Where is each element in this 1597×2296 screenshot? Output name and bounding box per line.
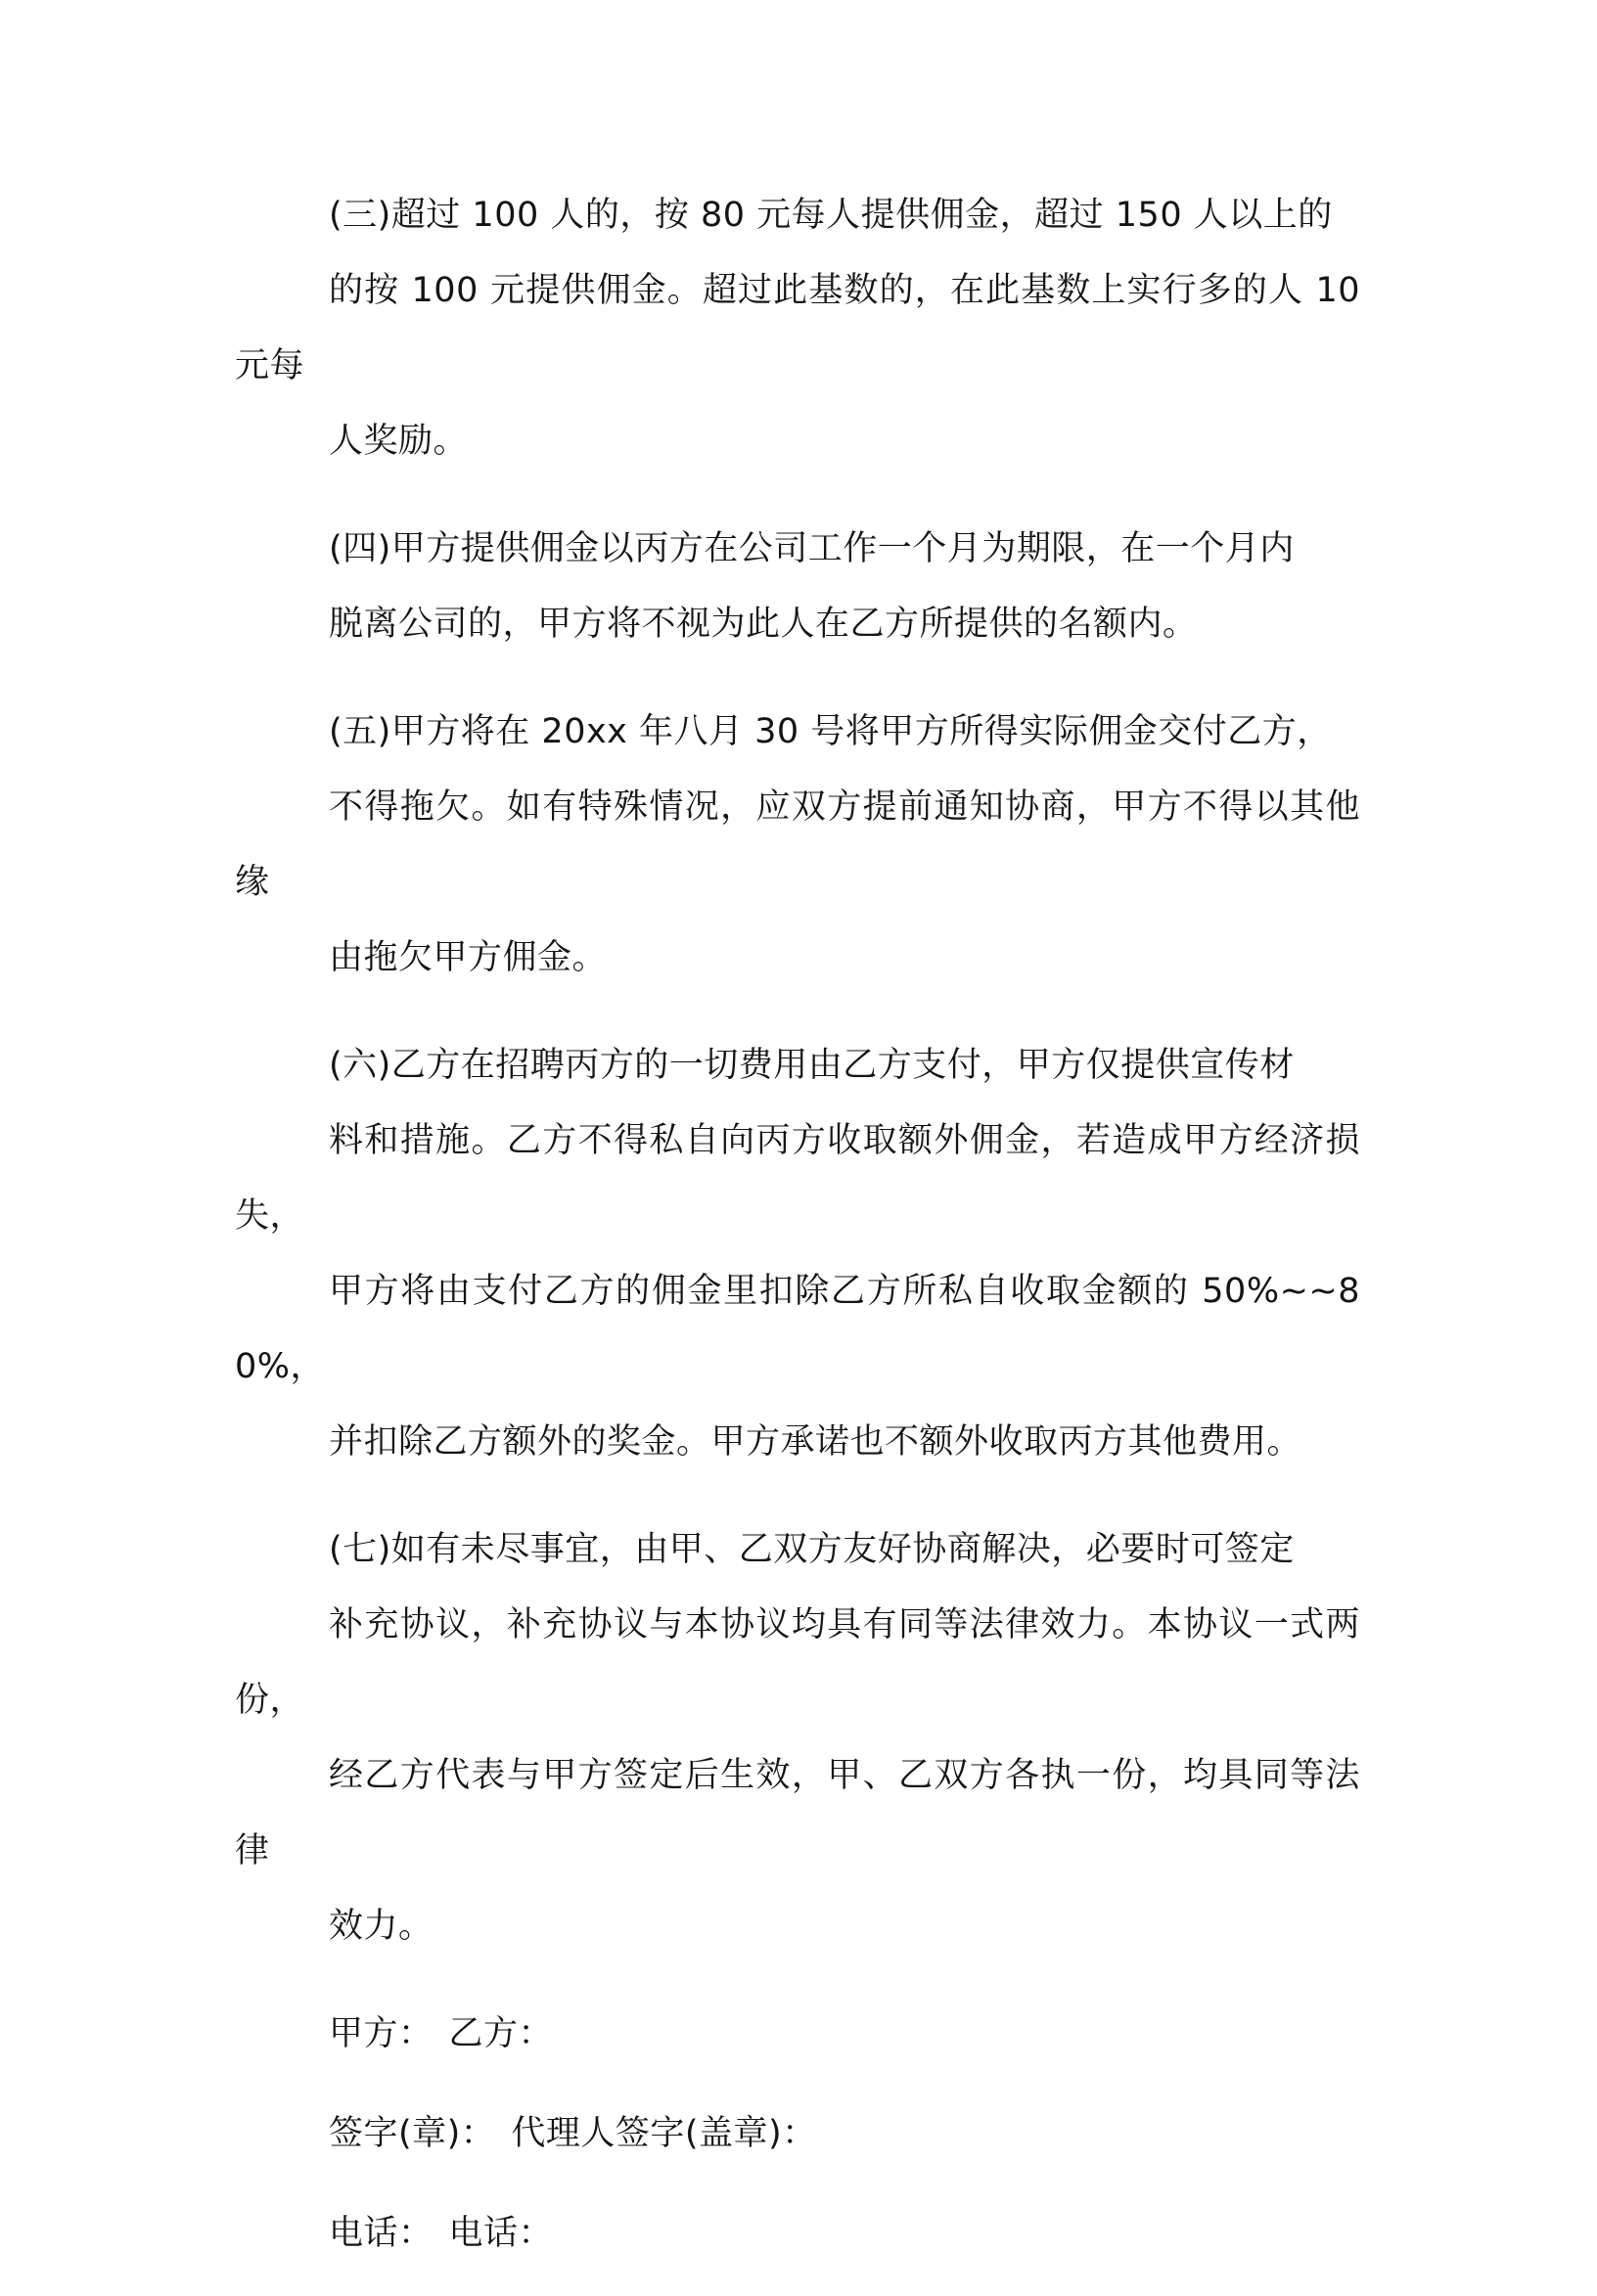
clause-6-line-2: 料和措施。乙方不得私自向丙方收取额外佣金，若造成甲方经济损失， — [235, 1121, 1360, 1236]
signature-phone-row — [235, 2196, 1360, 2272]
clause-3-line-2: 的按 100 元提供佣金。超过此基数的，在此基数上实行多的人 10 元每 — [235, 271, 1360, 385]
clause-6 — [235, 1028, 1360, 1480]
clause-6-line-4: 并扣除乙方额外的奖金。甲方承诺也不额外收取丙方其他费用。 — [329, 1422, 1302, 1462]
clause-5 — [235, 695, 1360, 996]
document-body — [235, 178, 1360, 2296]
clause-6-line-3: 甲方将由支付乙方的佣金里扣除乙方所私自收取金额的 50%~~80%， — [235, 1272, 1360, 1386]
clause-4-line-2: 脱离公司的，甲方将不视为此人在乙方所提供的名额内。 — [329, 605, 1198, 644]
clause-7-line-3: 经乙方代表与甲方签定后生效，甲、乙双方各执一份，均具同等法律 — [235, 1756, 1360, 1870]
clause-7-line-2: 补充协议，补充协议与本协议均具有同等法律效力。本协议一式两份， — [235, 1605, 1360, 1720]
clause-3-line-1: (三)超过 100 人的，按 80 元每人提供佣金，超过 150 人以上的 — [329, 196, 1333, 235]
clause-3 — [235, 178, 1360, 479]
clause-4 — [235, 512, 1360, 662]
agent-sign-label: 代理人签字(盖章)： — [511, 2114, 817, 2153]
clause-3-line-3: 人奖励。 — [329, 422, 469, 461]
clause-4-line-1: (四)甲方提供佣金以丙方在公司工作一个月为期限，在一个月内 — [329, 529, 1295, 568]
clause-7 — [235, 1512, 1360, 1964]
clause-7-line-4: 效力。 — [329, 1907, 433, 1946]
clause-5-line-2: 不得拖欠。如有特殊情况，应双方提前通知协商，甲方不得以其他缘 — [235, 788, 1360, 902]
sign-label: 签字(章)： — [329, 2114, 496, 2153]
clause-5-line-1: (五)甲方将在 20xx 年八月 30 号将甲方所得实际佣金交付乙方， — [329, 712, 1332, 751]
signature-sign-row — [235, 2096, 1360, 2172]
phone-b-label: 电话： — [448, 2214, 554, 2253]
signature-parties-row — [235, 1997, 1360, 2072]
clause-6-line-1: (六)乙方在招聘丙方的一切费用由乙方支付，甲方仅提供宣传材 — [329, 1046, 1295, 1085]
party-b-label: 乙方： — [448, 2014, 554, 2053]
phone-a-label: 电话： — [329, 2214, 433, 2253]
party-a-label: 甲方： — [329, 2014, 433, 2053]
clause-7-line-1: (七)如有未尽事宜，由甲、乙双方友好协商解决，必要时可签定 — [329, 1530, 1295, 1569]
clause-5-line-3: 由拖欠甲方佣金。 — [329, 938, 608, 977]
